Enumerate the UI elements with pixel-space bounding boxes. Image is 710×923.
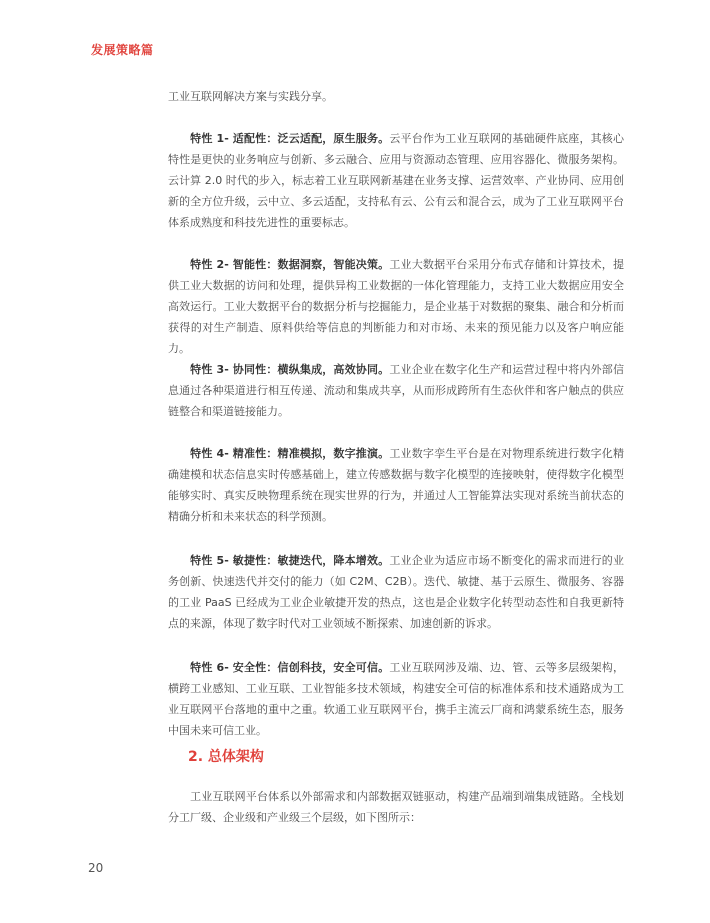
feature-title-3: 特性 3- 协同性：横纵集成，高效协同。 [190,363,390,376]
feature-text-2: 工业大数据平台采用分布式存储和计算技术，提供工业大数据的访问和处理，提供异构工业数据的一体化管理能力，支持工业大数据应用安全高效运行。工业大数据平台的数据分析与挖掘能力，是企业基于对数据的聚集、融合和分析而获得的对生产制造、原料供给等信息的判断能力和对市场、未来的预见能力以及客户响应能力。 [168,258,624,355]
feature-title-4: 特性 4- 精准性：精准模拟，数字推演。 [190,447,390,460]
section-label: 发展策略篇 [91,43,154,57]
section-heading: 2. 总体架构 [188,749,264,765]
feature-paragraph-2 [168,254,624,359]
feature-title-1: 特性 1- 适配性：泛云适配，原生服务。 [190,132,390,145]
feature-title-2: 特性 2- 智能性：数据洞察，智能决策。 [190,258,390,271]
feature-text-4: 工业数字孪生平台是在对物理系统进行数字化精确建模和状态信息实时传感基础上，建立传感数据与数字化模型的连接映射，使得数字化模型能够实时、真实反映物理系统在现实世界的行为，并通过人工智能算法实现对系统当前状态的精确分析和未来状态的科学预测。 [168,447,624,523]
feature-text-3: 工业企业在数字化生产和运营过程中将内外部信息通过各种渠道进行相互传递、流动和集成共享，从而形成跨所有生态伙伴和客户触点的供应链整合和渠道链接能力。 [168,363,624,418]
feature-text-5: 工业企业为适应市场不断变化的需求而进行的业务创新、快速迭代并交付的能力（如 C2M、C2B）。迭代、敏捷、基于云原生、微服务、容器的工业 PaaS 已经成为工业企业敏捷开发的热点，这也是企业数字化转型动态性和自我更新特点的来源，体现了数字时代对工业领域不断探索、加速创新的诉求。 [168,554,624,630]
feature-text-6: 工业互联网涉及端、边、管、云等多层级架构，横跨工业感知、工业互联、工业智能多技术领域，构建安全可信的标准体系和技术通路成为工业互联网平台落地的重中之重。软通工业互联网平台，携手主流云厂商和鸿蒙系统生态，服务中国未来可信工业。 [168,661,624,737]
feature-paragraph-1 [168,128,624,233]
feature-paragraph-5 [168,550,624,634]
feature-paragraph-4 [168,443,624,527]
intro-line: 工业互联网解决方案与实践分享。 [168,90,333,103]
page-number: 20 [88,861,104,875]
feature-title-5: 特性 5- 敏捷性：敏捷迭代，降本增效。 [190,554,390,567]
section-paragraph [168,786,624,828]
feature-paragraph-6 [168,657,624,741]
section-paragraph-text: 工业互联网平台体系以外部需求和内部数据双链驱动，构建产品端到端集成链路。全栈划分工厂级、企业级和产业级三个层级，如下图所示： [168,790,624,824]
feature-paragraph-3 [168,359,624,422]
feature-text-1: 云平台作为工业互联网的基础硬件底座，其核心特性是更快的业务响应与创新、多云融合、应用与资源动态管理、应用容器化、微服务架构。云计算 2.0 时代的步入，标志着工业互联网新基建在业务支撑、运营效率、产业协同、应用创新的全方位升级，云中立、多云适配，支持私有云、公有云和混合云，成为了工业互联网平台体系成熟度和科技先进性的重要标志。 [168,132,624,229]
feature-title-6: 特性 6- 安全性：信创科技，安全可信。 [190,661,390,674]
